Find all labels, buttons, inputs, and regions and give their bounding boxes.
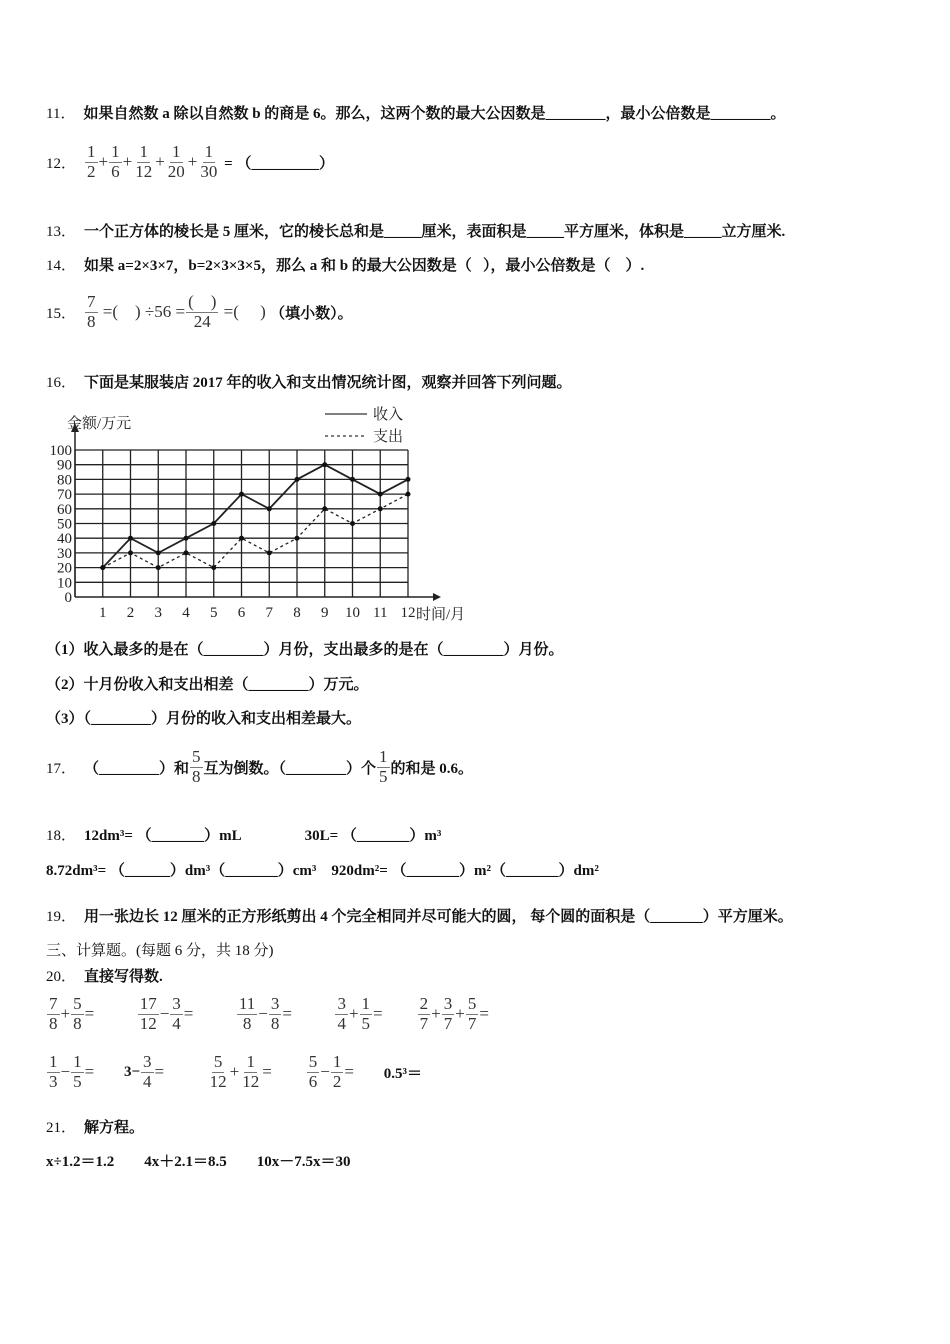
fraction bbox=[335, 995, 348, 1033]
denominator: 2 bbox=[87, 161, 96, 181]
numerator: 1 bbox=[361, 993, 371, 1013]
data-point bbox=[239, 536, 244, 541]
text: + bbox=[155, 152, 165, 171]
data-point bbox=[322, 506, 327, 511]
numerator: 1 bbox=[379, 746, 388, 766]
numerator: 5 bbox=[73, 993, 82, 1013]
text: + bbox=[122, 152, 133, 171]
question-11 bbox=[46, 92, 786, 132]
income-expense-line-chart bbox=[45, 402, 485, 627]
question-14 bbox=[46, 244, 644, 284]
question-18-row-2 bbox=[46, 849, 599, 889]
numerator: 5 bbox=[213, 1051, 223, 1071]
text: （3）（________）月份的收入和支出相差最大。 bbox=[46, 710, 362, 727]
x-tick-label: 2 bbox=[126, 605, 135, 621]
fraction bbox=[269, 995, 282, 1033]
text: + bbox=[60, 1004, 71, 1023]
denominator: 8 bbox=[87, 311, 96, 331]
denominator: 7 bbox=[443, 1013, 453, 1033]
text: = bbox=[84, 1062, 124, 1081]
numerator: 7 bbox=[49, 993, 58, 1013]
text: + bbox=[229, 1062, 240, 1081]
fraction bbox=[208, 1053, 229, 1091]
x-axis-label: 时间/月 bbox=[416, 607, 466, 623]
question-number: 17． bbox=[46, 760, 77, 777]
fraction bbox=[442, 995, 455, 1033]
numerator: 1 bbox=[332, 1051, 342, 1071]
denominator: 6 bbox=[111, 161, 120, 181]
denominator: 8 bbox=[49, 1013, 58, 1033]
text: （________）和 bbox=[84, 760, 190, 777]
text: （2）十月份收入和支出相差（________）万元。 bbox=[46, 676, 369, 693]
text: 如果自然数 a 除以自然数 b 的商是 6。那么，这两个数的最大公因数是________，最小公倍数是________。 bbox=[83, 105, 786, 122]
fraction bbox=[47, 1053, 60, 1091]
question-number: 19． bbox=[46, 908, 77, 925]
fraction bbox=[360, 995, 373, 1033]
numerator: 1 bbox=[172, 141, 181, 161]
fraction bbox=[109, 143, 122, 181]
numerator: 3 bbox=[143, 1051, 152, 1071]
y-tick-label: 30 bbox=[57, 545, 72, 562]
text: − bbox=[258, 1004, 268, 1023]
question-number: 18． bbox=[46, 827, 77, 844]
text: （填小数）。 bbox=[270, 305, 353, 322]
text: = （_________） bbox=[220, 155, 334, 172]
numerator: 1 bbox=[111, 141, 120, 161]
denominator: 4 bbox=[337, 1013, 346, 1033]
text: 0.5³＝ bbox=[383, 1065, 422, 1082]
text: 如果 a=2×3×7，b=2×3×3×5，那么 a 和 b 的最大公因数是（ ），最小公倍数是（ ）. bbox=[84, 257, 645, 274]
y-tick-label: 50 bbox=[57, 516, 72, 533]
y-tick-label: 40 bbox=[57, 531, 72, 548]
fraction bbox=[141, 1053, 154, 1091]
denominator: 7 bbox=[419, 1013, 429, 1033]
text: − bbox=[320, 1062, 330, 1081]
y-tick-label: 10 bbox=[57, 575, 72, 592]
fraction bbox=[466, 995, 479, 1033]
data-point bbox=[322, 462, 327, 467]
data-point bbox=[378, 492, 383, 497]
denominator: 8 bbox=[192, 766, 201, 786]
y-tick-label: 60 bbox=[57, 501, 72, 518]
y-tick-label: 0 bbox=[64, 590, 72, 606]
numerator: 1 bbox=[73, 1051, 82, 1071]
denominator: 5 bbox=[379, 766, 388, 786]
fraction bbox=[331, 1053, 344, 1091]
numerator: 5 bbox=[308, 1051, 318, 1071]
numerator: 1 bbox=[139, 141, 148, 161]
text: − bbox=[60, 1062, 71, 1081]
denominator: 30 bbox=[200, 161, 218, 181]
x-tick-label: 7 bbox=[265, 605, 273, 621]
fraction bbox=[190, 748, 203, 786]
fraction bbox=[170, 995, 183, 1033]
text: 三、计算题。(每题 6 分，共 18 分) bbox=[46, 942, 274, 959]
fraction bbox=[186, 293, 218, 331]
text: = bbox=[154, 1062, 207, 1081]
x-tick-label: 9 bbox=[321, 605, 329, 621]
legend-label: 支出 bbox=[373, 429, 404, 445]
denominator: 12 bbox=[135, 161, 153, 181]
fraction bbox=[418, 995, 431, 1033]
question-21-equations bbox=[46, 1140, 350, 1180]
question-number: 15． bbox=[46, 305, 77, 322]
x-tick-label: 3 bbox=[154, 605, 162, 621]
text: （1）收入最多的是在（________）月份，支出最多的是在（________）月份。 bbox=[46, 641, 564, 658]
text: 解方程。 bbox=[84, 1119, 145, 1136]
question-20-row-1 bbox=[46, 992, 489, 1036]
text: = bbox=[282, 1004, 335, 1023]
numerator: 7 bbox=[87, 291, 96, 311]
question-number: 21． bbox=[46, 1119, 77, 1136]
numerator: 1 bbox=[246, 1051, 255, 1071]
fraction bbox=[377, 748, 390, 786]
text: = bbox=[262, 1062, 306, 1081]
data-point bbox=[156, 565, 161, 570]
denominator: 3 bbox=[49, 1071, 58, 1091]
fraction bbox=[237, 995, 257, 1033]
numerator: 17 bbox=[139, 993, 157, 1013]
fraction bbox=[85, 293, 98, 331]
text: − bbox=[159, 1004, 170, 1023]
text: + bbox=[431, 1004, 441, 1023]
fraction bbox=[307, 1053, 320, 1091]
text: =( ) bbox=[219, 302, 271, 321]
numerator: 2 bbox=[419, 993, 429, 1013]
data-point bbox=[295, 477, 300, 482]
data-point bbox=[128, 550, 133, 555]
y-axis-label: 金额/万元 bbox=[67, 416, 132, 432]
text: = bbox=[84, 1004, 137, 1023]
text: + bbox=[98, 152, 109, 171]
data-point bbox=[295, 536, 300, 541]
denominator: 8 bbox=[270, 1013, 280, 1033]
text: 一个正方体的棱长是 5 厘米，它的棱长总和是_____厘米，表面积是_____平方厘米，体积是_____立方厘米. bbox=[84, 223, 786, 240]
question-15 bbox=[46, 290, 353, 334]
text: = bbox=[183, 1004, 236, 1023]
data-point bbox=[211, 565, 216, 570]
denominator: 20 bbox=[167, 161, 185, 181]
question-number: 14． bbox=[46, 257, 77, 274]
question-number: 16． bbox=[46, 374, 77, 391]
text: 8.72dm³= （______）dm³（_______）cm³ 920dm²= （_______）m²（_______）dm² bbox=[46, 862, 599, 879]
series-line-income bbox=[103, 465, 408, 568]
data-point bbox=[350, 521, 355, 526]
question-16 bbox=[46, 361, 572, 401]
denominator: 8 bbox=[242, 1013, 252, 1033]
fraction bbox=[47, 995, 60, 1033]
denominator: 7 bbox=[467, 1013, 477, 1033]
fraction bbox=[71, 1053, 84, 1091]
data-point bbox=[378, 506, 383, 511]
text: + bbox=[455, 1004, 465, 1023]
data-point bbox=[406, 492, 411, 497]
data-point bbox=[156, 550, 161, 555]
text: = bbox=[479, 1004, 489, 1023]
question-number: 11． bbox=[46, 105, 76, 122]
data-point bbox=[267, 506, 272, 511]
denominator: 24 bbox=[193, 311, 211, 331]
data-point bbox=[350, 477, 355, 482]
text: + bbox=[187, 152, 198, 171]
data-point bbox=[184, 536, 189, 541]
question-number: 12． bbox=[46, 155, 77, 172]
x-tick-label: 6 bbox=[237, 605, 246, 621]
numerator: 3 bbox=[270, 993, 280, 1013]
x-tick-label: 4 bbox=[182, 605, 190, 621]
denominator: 6 bbox=[308, 1071, 318, 1091]
x-tick-label: 1 bbox=[99, 605, 107, 621]
text: + bbox=[348, 1004, 359, 1023]
data-point bbox=[406, 477, 411, 482]
series-line-expense bbox=[103, 494, 408, 567]
denominator: 12 bbox=[242, 1071, 260, 1091]
text: 用一张边长 12 厘米的正方形纸剪出 4 个完全相同并尽可能大的圆， 每个圆的面积是（_______）平方厘米。 bbox=[84, 908, 793, 925]
question-12 bbox=[46, 140, 334, 184]
x-tick-label: 10 bbox=[345, 605, 360, 621]
question-18-row-1 bbox=[46, 814, 441, 854]
data-point bbox=[239, 492, 244, 497]
data-point bbox=[211, 521, 216, 526]
numerator: 3 bbox=[337, 993, 346, 1013]
y-tick-label: 80 bbox=[57, 472, 72, 489]
question-20-row-2 bbox=[46, 1050, 422, 1094]
x-tick-label: 11 bbox=[373, 605, 388, 621]
data-point bbox=[184, 550, 189, 555]
data-point bbox=[267, 550, 272, 555]
question-17 bbox=[46, 742, 473, 792]
x-tick-label: 12 bbox=[400, 605, 416, 621]
y-tick-label: 70 bbox=[57, 487, 72, 504]
x-axis-arrow-icon bbox=[433, 593, 441, 601]
numerator: 5 bbox=[467, 993, 477, 1013]
y-tick-label: 20 bbox=[57, 560, 72, 577]
y-tick-label: 100 bbox=[49, 443, 72, 459]
numerator: ( ) bbox=[188, 291, 217, 311]
data-point bbox=[100, 565, 105, 570]
x-tick-label: 8 bbox=[293, 605, 301, 621]
numerator: 5 bbox=[192, 746, 201, 766]
denominator: 5 bbox=[73, 1071, 82, 1091]
x-tick-label: 5 bbox=[210, 605, 218, 621]
text: 12dm³= （_______）mL 30L= （_______）m³ bbox=[84, 827, 442, 844]
numerator: 3 bbox=[172, 993, 181, 1013]
text: 直接写得数. bbox=[84, 968, 163, 985]
fraction bbox=[71, 995, 84, 1033]
denominator: 12 bbox=[139, 1013, 157, 1033]
text: 3− bbox=[123, 1063, 140, 1080]
denominator: 2 bbox=[332, 1071, 342, 1091]
y-tick-label: 90 bbox=[57, 457, 72, 474]
legend-label: 收入 bbox=[373, 407, 404, 423]
question-number: 13． bbox=[46, 223, 77, 240]
fraction bbox=[133, 143, 154, 181]
denominator: 4 bbox=[172, 1013, 181, 1033]
question-number: 20． bbox=[46, 968, 77, 985]
fraction bbox=[240, 1053, 261, 1091]
text: = bbox=[373, 1004, 417, 1023]
fraction bbox=[198, 143, 219, 181]
fraction bbox=[166, 143, 187, 181]
numerator: 1 bbox=[49, 1051, 58, 1071]
numerator: 1 bbox=[87, 141, 96, 161]
numerator: 11 bbox=[238, 993, 256, 1013]
question-16-part-1 bbox=[46, 628, 564, 668]
numerator: 1 bbox=[204, 141, 214, 161]
text: x÷1.2＝1.2 4x＋2.1＝8.5 10x－7.5x＝30 bbox=[46, 1153, 351, 1170]
text: = bbox=[344, 1062, 384, 1081]
question-20 bbox=[46, 955, 163, 995]
data-point bbox=[128, 536, 133, 541]
text: 下面是某服装店 2017 年的收入和支出情况统计图，观察并回答下列问题。 bbox=[84, 374, 572, 391]
question-16-part-3 bbox=[46, 697, 361, 737]
denominator: 5 bbox=[361, 1013, 371, 1033]
fraction bbox=[85, 143, 98, 181]
text: 的和是 0.6。 bbox=[390, 760, 474, 777]
denominator: 8 bbox=[73, 1013, 82, 1033]
numerator: 3 bbox=[443, 993, 453, 1013]
fraction bbox=[138, 995, 159, 1033]
text: =( ) ÷56 = bbox=[98, 302, 186, 321]
text: 互为倒数。（________）个 bbox=[203, 760, 377, 777]
denominator: 4 bbox=[143, 1071, 152, 1091]
denominator: 12 bbox=[209, 1071, 227, 1091]
